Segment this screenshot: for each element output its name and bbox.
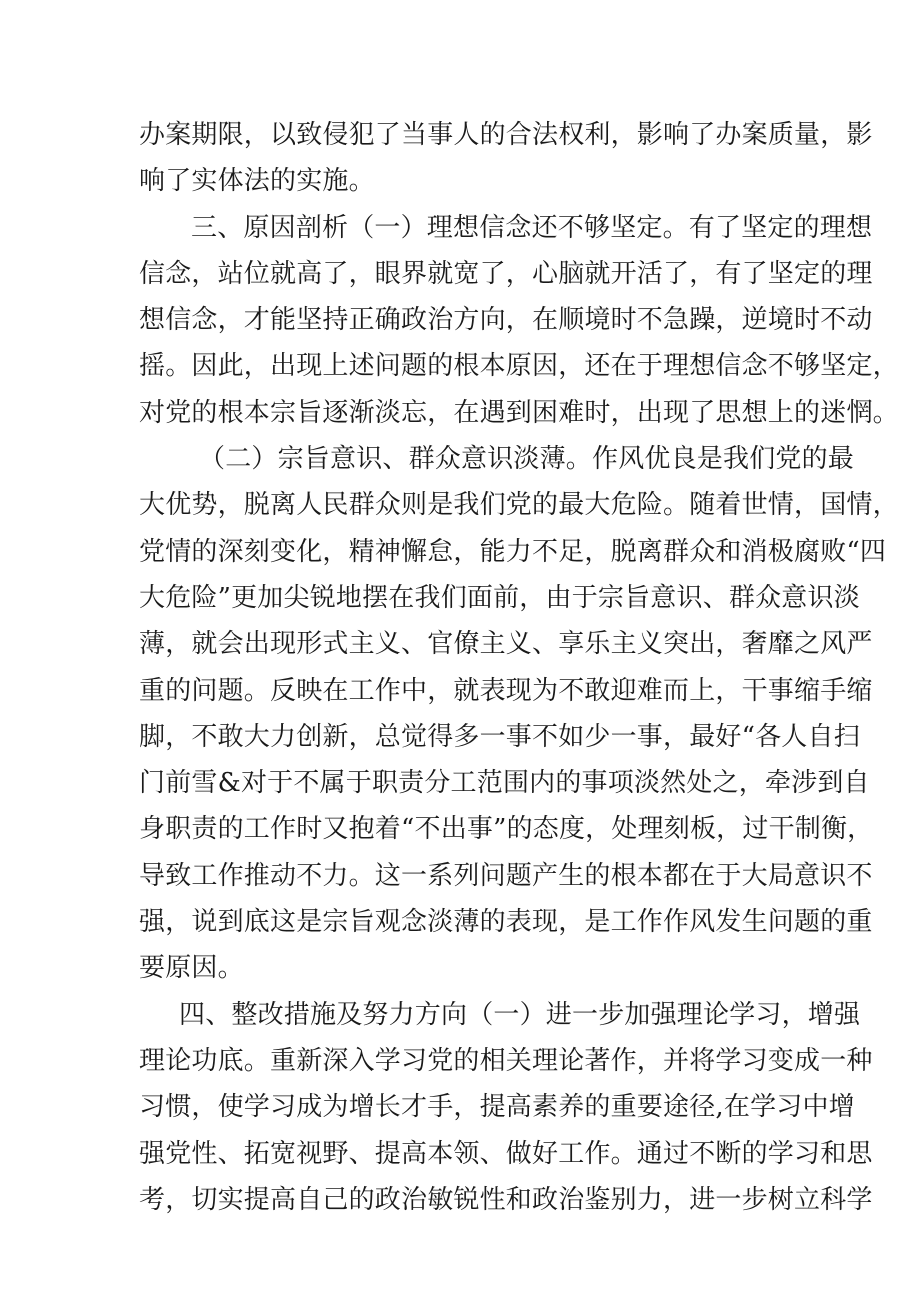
text-line: 考，切实提高自己的政治敏锐性和政治鉴别力，进一步树立科学 — [139, 1184, 873, 1215]
text-line: 脚，不敢大力创新，总觉得多一事不如少一事，最好“各人自扫 — [139, 721, 860, 752]
text-line: 摇。因此，出现上述问题的根本原因，还在于理想信念不够坚定， — [139, 351, 899, 382]
text-line: 导致工作推动不力。这一系列问题产生的根本都在于大局意识不 — [139, 860, 873, 891]
text-line: 信念，站位就高了，眼界就宽了，心脑就开活了，有了坚定的理 — [139, 258, 873, 289]
text-line: 响了实体法的实施。 — [139, 166, 375, 197]
text-line: 对党的根本宗旨逐渐淡忘，在遇到困难时，出现了思想上的迷惘。 — [139, 397, 899, 428]
text-line: 办案期限，以致侵犯了当事人的合法权利，影响了办案质量，影 — [139, 120, 873, 150]
text-line: 身职责的工作时又抱着“不出事”的态度，处理刻板，过干制衡， — [139, 814, 874, 845]
text-line: 门前雪&对于不属于职责分工范围内的事项淡然处之，牵涉到自 — [139, 768, 870, 799]
text-line: 要原因。 — [139, 953, 244, 984]
text-line: 大优势，脱离人民群众则是我们党的最大危险。随着世情，国情， — [139, 490, 899, 521]
text-line: 薄，就会出现形式主义、官僚主义、享乐主义突出，奢靡之风严 — [139, 629, 873, 660]
text-line: 党情的深刻变化，精神懈怠，能力不足，脱离群众和消极腐败“四 — [139, 536, 887, 567]
text-line: （二）宗旨意识、群众意识淡薄。作风优良是我们党的最 — [199, 444, 855, 475]
text-line: 强，说到底这是宗旨观念淡薄的表现，是工作作风发生问题的重 — [139, 907, 873, 938]
text-line: 重的问题。反映在工作中，就表现为不敢迎难而上，干事缩手缩 — [139, 675, 873, 706]
text-line: 大危险”更加尖锐地摆在我们面前，由于宗旨意识、群众意识淡 — [139, 582, 860, 613]
text-line: 四、整改措施及努力方向（一）进一步加强理论学习，增强 — [179, 999, 861, 1030]
text-line: 强党性、拓宽视野、提高本领、做好工作。通过不断的学习和思 — [139, 1138, 873, 1169]
document-body — [139, 112, 899, 1223]
text-line: 三、原因剖析（一）理想信念还不够坚定。有了坚定的理想 — [191, 212, 873, 243]
text-line: 想信念，才能坚持正确政治方向，在顺境时不急躁，逆境时不动 — [139, 305, 873, 336]
text-line: 理论功底。重新深入学习党的相关理论著作，并将学习变成一种 — [139, 1045, 873, 1076]
text-line: 习惯，使学习成为增长才手，提高素养的重要途径,在学习中增 — [139, 1092, 855, 1123]
